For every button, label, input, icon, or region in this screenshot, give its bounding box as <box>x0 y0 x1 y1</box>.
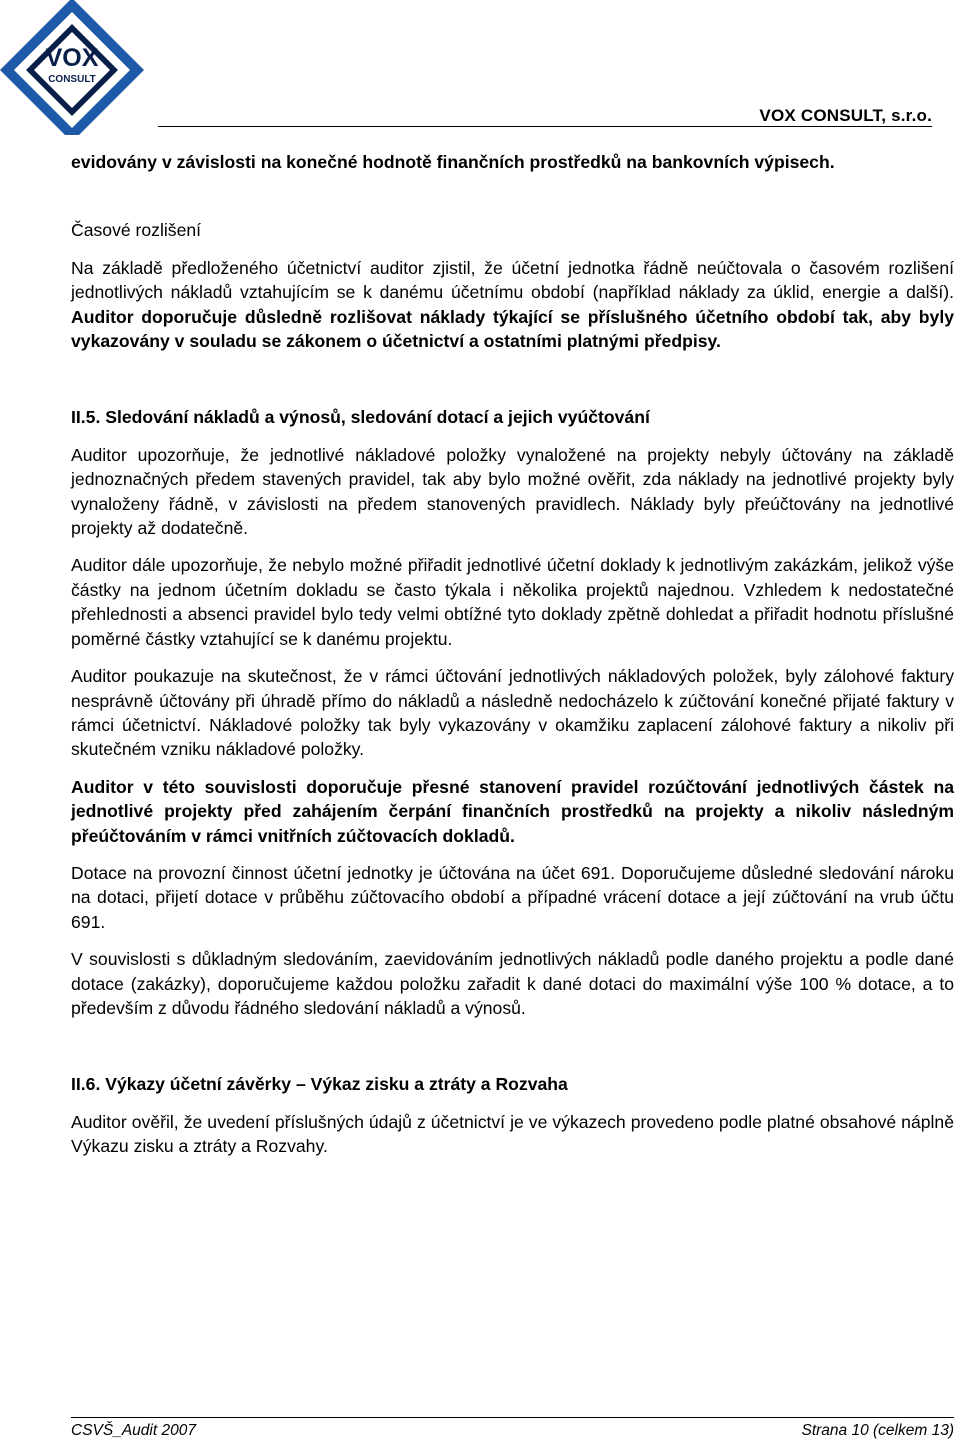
paragraph-cost-items: Auditor upozorňuje, že jednotlivé nákladové položky vynaložené na projekty nebyly účtovány na základě jednoznačných předem stavených pravidel, tak aby bylo možné ověřit, zda náklady na jednotlivé projekty byly vynaloženy řádně, v závislosti na předem stanovených pravidlech. Náklady byly přeúčtovány na jednotlivé projekty až dodatečně. <box>71 444 954 539</box>
paragraph-accruals-text: Na základě předloženého účetnictví auditor zjistil, že účetní jednotka řádně neúčtovala o časovém rozlišení jednotlivých nákladů vztahujícím se k danému účetnímu období (například náklady za úklid, energie a další). <box>71 257 954 303</box>
header-divider <box>158 126 932 127</box>
logo-subtext: CONSULT <box>48 74 96 85</box>
paragraph-recommendation: Auditor v této souvislosti doporučuje přesné stanovení pravidel rozúčtování jednotlivých částek na jednotlivé projekty před zahájením čerpání finančních prostředků na projekty a nikoliv následným přeúčtováním v rámci vnitřních zúčtovacích dokladů. <box>71 776 954 846</box>
paragraph-advance-invoices: Auditor poukazuje na skutečnost, že v rámci účtování jednotlivých nákladových položek, byly zálohové faktury nesprávně účtovány při úhradě přímo do nákladů a následně nedocházelo k zúčtování konečné přijaté faktury v rámci účetnictví. Nákladové položky tak byly vykazovány v okamžiku zaplacení zálohové faktury a nikoliv při skutečném vzniku nákladové položky. <box>71 666 954 760</box>
heading-casove-rozliseni: Časové rozlišení <box>71 220 202 241</box>
footer-document-name: CSVŠ_Audit 2007 <box>71 1422 196 1439</box>
paragraph-tracking: V souvislosti s důkladným sledováním, zaevidováním jednotlivých nákladů podle daného projektu a podle dané dotace (zakázky), doporučujeme každou položku zařadit k dané dotaci do maximální výše 100 % dotace, a to především z důvodu řádného sledování nákladů a výnosů. <box>71 949 954 1018</box>
paragraph-statements: Auditor ověřil, že uvedení příslušných údajů z účetnictví je ve výkazech provedeno podle platné obsahové náplně Výkazu zisku a ztráty a Rozvahy. <box>71 1111 954 1157</box>
vox-consult-logo <box>0 0 160 135</box>
footer-divider <box>71 1417 954 1418</box>
paragraph-accruals <box>71 256 954 354</box>
heading-section-ii6: II.6. Výkazy účetní závěrky – Výkaz zisku a ztráty a Rozvaha <box>71 1074 568 1095</box>
footer-page-number: Strana 10 (celkem 13) <box>801 1422 954 1439</box>
logo-text: VOX <box>45 44 99 72</box>
heading-section-ii5: II.5. Sledování nákladů a výnosů, sledování dotací a jejich vyúčtování <box>71 407 650 428</box>
company-name: VOX CONSULT, s.r.o. <box>759 106 932 125</box>
document-body <box>71 150 954 1159</box>
paragraph-documents: Auditor dále upozorňuje, že nebylo možné přiřadit jednotlivé účetní doklady k jednotlivým zakázkám, jelikož výše částky na jednom účetním dokladu se často týkala i několika projektů najednou. Vzhledem k nedostatečné přehlednosti a absenci pravidel bylo tedy velmi obtížné tyto doklady zpětně dohledat a přiřadit hodnotu příslušné poměrné částky vztahující se k danému projektu. <box>71 555 954 649</box>
paragraph-bank-statements: evidovány v závislosti na konečné hodnotě finančních prostředků na bankovních výpisech. <box>71 152 835 172</box>
paragraph-accruals-recommendation: Auditor doporučuje důsledně rozlišovat náklady týkající se příslušného účetního období tak, aby byly vykazovány v souladu se zákonem o účetnictví a ostatními platnými předpisy. <box>71 306 954 352</box>
paragraph-subsidy: Dotace na provozní činnost účetní jednotky je účtována na účet 691. Doporučujeme důsledné sledování nároku na dotaci, přijetí dotace v průběhu zúčtovacího období a případné vrácení dotace a její zúčtování na vrub účtu 691. <box>71 862 954 932</box>
logo-graphic <box>0 0 160 135</box>
